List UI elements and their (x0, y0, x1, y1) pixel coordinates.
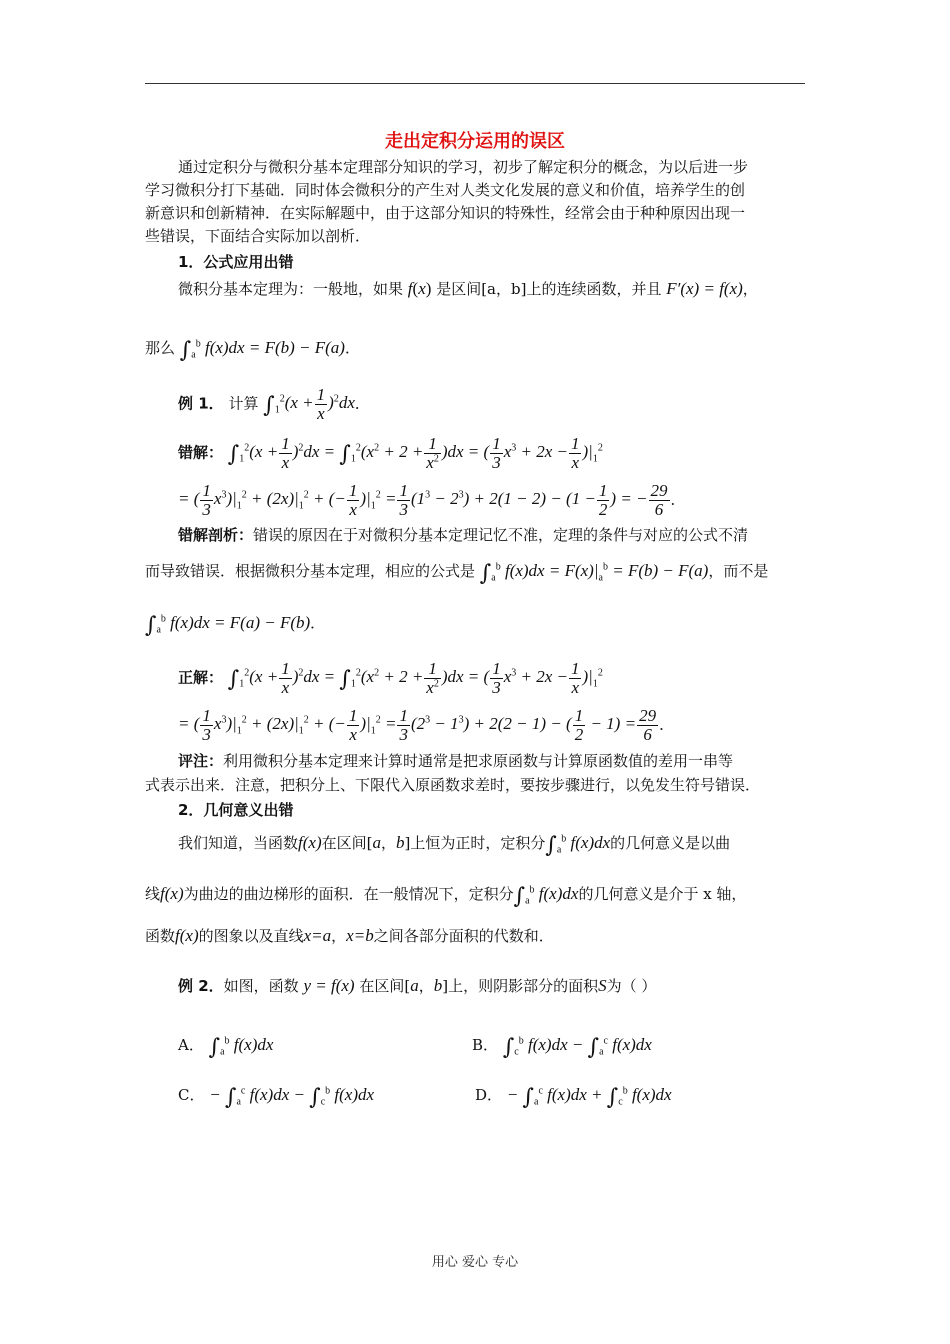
geometry-line-3: 函数f(x)的图象以及直线x=a，x=b之间各部分面积的代数和． (145, 926, 554, 945)
formula-fx: f (407, 279, 413, 298)
option-c[interactable]: C． − $\int_a^c$ $f(x)dx - \int_c^b$ f(x)dx (178, 1085, 375, 1110)
geometry-line-2: 线f(x)为曲边的曲边梯形的面积．在一般情况下，定积分$\int_a^b$ f(x)dx的几何意义是介于 x 轴， (145, 884, 747, 909)
section2-heading: 2．几何意义出错 (178, 801, 294, 819)
theorem-conclusion: 那么 $\int_a^b$ f(x)dx = F(b) − F(a)． (145, 338, 360, 363)
formula-wrong-2: = ( $\frac{1}{3}$ $x^3)|_1^2 + (2x)|_1^2$ + (− $\frac{1}{x}$ )$|_1^2$ = $\frac{1}{3}$ $(1^3 - 2^3) + 2(1 - 2) - (1$ − $\frac{1}{2}$ ) = − $\frac{29}{6}$ (178, 481, 668, 519)
intro-line-3: 新意识和创新精神．在实际解题中，由于这部分知识的特殊性，经常会由于种种原因出现一 (145, 204, 746, 222)
wrong-solution-line-2: = ( $\frac{1}{3}$ $x^3)|_1^2 + (2x)|_1^2$ + (− $\frac{1}{x}$ )$|_1^2$ = $\frac{1}{3}$ $(1^3 - 2^3) + 2(1 - 2) - (1$ − $\frac{1}{2}$ ) = − $\frac{29}{6}$ ． (178, 481, 686, 519)
formula-wrong-1: $\int_1^2(x$ + $\frac{1}{x}$ )$^2dx = \int_1^2(x^2 + 2$ + $\frac{1}{x^2}$ )dx = ( $\frac{1}{3}$ $x^3 + 2x$ − $\frac{1}{x}$ )$|_1^2$ (227, 434, 603, 472)
formula-ftc: $\int_a^b$ f(x)dx = F(b) − F(a) (179, 338, 345, 363)
formula-ftc-incorrect: $\int_a^b$ f(x)dx = F(a) − F(b) (145, 613, 311, 638)
comment-line-2: 式表示出来．注意，把积分上、下限代入原函数求差时，要按步骤进行，以免发生符号错误． (145, 776, 761, 794)
page-title: 走出定积分运用的误区 (385, 131, 565, 152)
option-b[interactable]: B． $\int_c^b$ $f(x)dx - \int_a^c$ f(x)dx (472, 1035, 652, 1060)
example2: 例 2．如图，函数 y = f(x) 在区间[a，b]上，则阴影部分的面积S为（ ） (178, 976, 657, 995)
intro-line-1: 通过定积分与微积分基本定理部分知识的学习，初步了解定积分的概念，为以后进一步 (178, 158, 749, 176)
analysis-line-2: 而导致错误．根据微积分基本定理，相应的公式是 $\int_a^b$ $f(x)dx = F(x)|_a^b = F(b) - F(a)$，而不是 (145, 561, 769, 586)
analysis-line-1: 错解剖析：错误的原因在于对微积分基本定理记忆不准，定理的条件与对应的公式不清 (178, 526, 749, 544)
intro-line-4: 些错误，下面结合实际加以剖析． (145, 227, 371, 245)
formula-ftc-correct: $\int_a^b$ $f(x)dx = F(x)|_a^b = F(b) - F(a)$ (479, 561, 709, 586)
wrong-solution-line-1: 错解： $\int_1^2(x$ + $\frac{1}{x}$ )$^2dx = \int_1^2(x^2 + 2$ + $\frac{1}{x^2}$ )dx = ( $\frac{1}{3}$ $x^3 + 2x$ − $\frac{1}{x}$ )$|_1^2$ (178, 434, 603, 472)
correct-solution-line-1: 正解： $\int_1^2(x$ + $\frac{1}{x}$ )$^2dx = \int_1^2(x^2 + 2$ + $\frac{1}{x^2}$ )dx = ( $\frac{1}{3}$ $x^3 + 2x$ − $\frac{1}{x}$ )$|_1^2$ (178, 659, 603, 697)
header-rule (145, 83, 805, 84)
intro-line-2: 学习微积分打下基础．同时体会微积分的产生对人类文化发展的意义和价值，培养学生的创 (145, 181, 746, 199)
formula-derivative: F′(x) = f(x) (666, 279, 743, 298)
page-footer: 用心 爱心 专心 (431, 1255, 519, 1270)
comment-line-1: 评注：利用微积分基本定理来计算时通常是把求原函数与计算原函数值的差用一串等 (178, 752, 734, 770)
formula-example1: $\int_1^2(x$ + $\frac{1}{x}$ )$^2$dx (263, 385, 355, 423)
example1: 例 1． 计算 $\int_1^2(x$ + $\frac{1}{x}$ )$^2$dx． (178, 385, 370, 423)
option-d[interactable]: D． − $\int_a^c$ $f(x)dx + \int_c^b$ f(x)dx (475, 1085, 672, 1110)
formula-correct-1: $\int_1^2(x$ + $\frac{1}{x}$ )$^2dx = \int_1^2(x^2 + 2$ + $\frac{1}{x^2}$ )dx = ( $\frac{1}{3}$ $x^3 + 2x$ − $\frac{1}{x}$ )$|_1^2$ (227, 659, 603, 697)
theorem-statement: 微积分基本定理为：一般地，如果 f(x) 是区间[a，b]上的连续函数，并且 F′(x) = f(x)， (178, 279, 758, 298)
geometry-line-1: 我们知道，当函数f(x)在区间[a，b]上恒为正时，定积分$\int_a^b$ f(x)dx的几何意义是以曲 (178, 833, 731, 858)
analysis-line-3: $\int_a^b$ f(x)dx = F(a) − F(b)． (145, 613, 326, 638)
correct-solution-line-2: = ( $\frac{1}{3}$ $x^3)|_1^2 + (2x)|_1^2$ + (− $\frac{1}{x}$ )$|_1^2$ = $\frac{1}{3}$ $(2^3 - 1^3) + 2(2 - 1)$ − ( $\frac{1}{2}$ − 1) = $\frac{29}{6}$ ． (178, 706, 675, 744)
option-a[interactable]: A． $\int_a^b$ f(x)dx (178, 1035, 274, 1060)
formula-correct-2: = ( $\frac{1}{3}$ $x^3)|_1^2 + (2x)|_1^2$ + (− $\frac{1}{x}$ )$|_1^2$ = $\frac{1}{3}$ $(2^3 - 1^3) + 2(2 - 1)$ − ( $\frac{1}{2}$ − 1) = $\frac{29}{6}$ (178, 706, 657, 744)
section1-heading: 1．公式应用出错 (178, 253, 294, 271)
